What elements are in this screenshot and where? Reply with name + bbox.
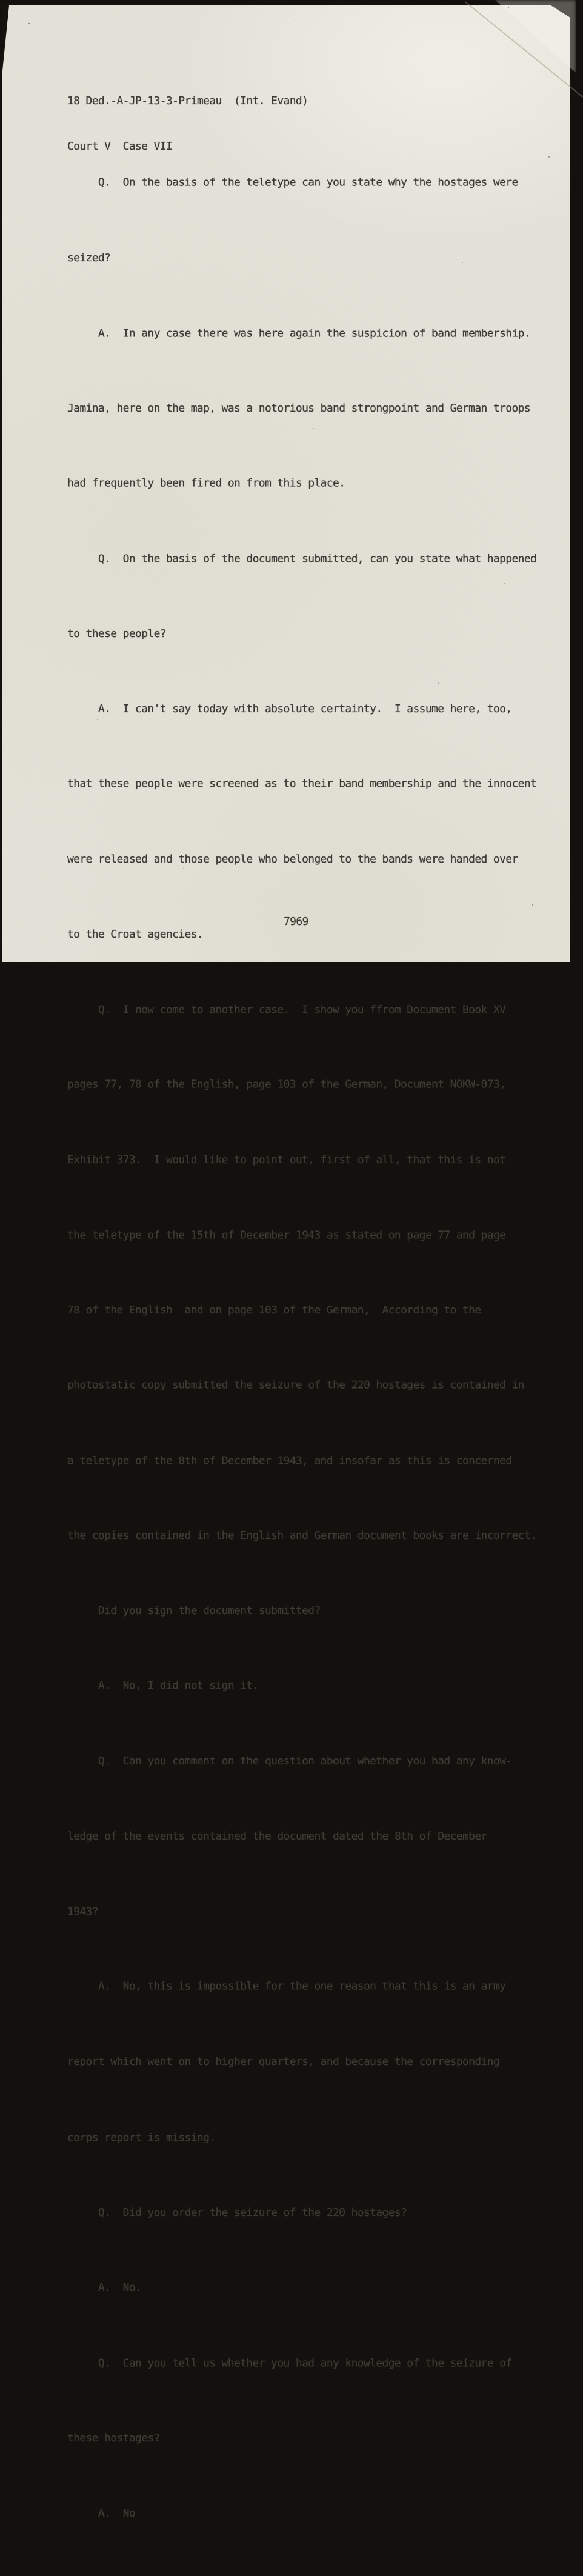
- text-line: Q. Can you comment on the question about whether you had any know-: [67, 1755, 512, 1768]
- text-line: that these people were screened as to their band membership and the innocent: [67, 777, 537, 790]
- text-line: Q. Did you order the seizure of the 220 hostages?: [67, 2206, 407, 2219]
- text-line: report which went on to higher quarters, and because the corresponding: [67, 2055, 500, 2069]
- text-line: 1943?: [67, 1906, 98, 1919]
- text-line: photostatic copy submitted the seizure of the 220 hostages is contained in: [67, 1378, 524, 1392]
- text-line: ledge of the events contained the document dated the 8th of December: [67, 1830, 487, 1843]
- header-case-reference: 18 Ded.-A-JP-13-3-Primeau (Int. Evand): [67, 95, 308, 107]
- text-line: A. No: [67, 2506, 136, 2520]
- page-number: 7969: [284, 915, 308, 928]
- text-line: to the Croat agencies.: [67, 928, 204, 941]
- text-line: these hostages?: [67, 2431, 160, 2444]
- text-line: 78 of the English and on page 103 of the German, According to the: [67, 1304, 481, 1317]
- text-line: the teletype of the 15th of December 1943 as stated on page 77 and page: [67, 1229, 506, 1242]
- text-line: Did you sign the document submitted?: [67, 1604, 321, 1618]
- text-line: had frequently been fired on from this place.: [67, 476, 345, 490]
- header-court-case: Court V Case VII: [67, 140, 173, 153]
- text-line: Exhibit 373. I would like to point out, first of all, that this is not: [67, 1153, 506, 1167]
- text-line: the copies contained in the English and German document books are incorrect.: [67, 1529, 537, 1543]
- text-line: seized?: [67, 251, 111, 264]
- transcript-body: [67, 120, 536, 2576]
- text-line: Jamina, here on the map, was a notorious band strongpoint and German troops: [67, 401, 531, 415]
- text-line: Q. On the basis of the teletype can you state why the hostages were: [67, 176, 518, 189]
- text-line: a teletype of the 8th of December 1943, and insofar as this is concerned: [67, 1454, 512, 1467]
- text-line: were released and those people who belonged to the bands were handed over: [67, 852, 518, 866]
- text-line: to these people?: [67, 627, 166, 640]
- text-line: A. No, I did not sign it.: [67, 1679, 259, 1692]
- text-line: pages 77, 78 of the English, page 103 of the German, Document NOKW-073,: [67, 1078, 506, 1091]
- text-line: Q. On the basis of the document submitted, can you state what happened: [67, 552, 537, 566]
- text-line: A. No, this is impossible for the one reason that this is an army: [67, 1980, 506, 1993]
- dust-specks: [0, 0, 1, 1]
- text-line: A. I can't say today with absolute certainty. I assume here, too,: [67, 702, 512, 715]
- text-line: corps report is missing.: [67, 2131, 216, 2144]
- text-line: A. In any case there was here again the suspicion of band membership.: [67, 327, 531, 340]
- text-line: Q. Can you tell us whether you had any knowledge of the seizure of: [67, 2357, 512, 2370]
- text-line: Q. I now come to another case. I show you ffrom Document Book XV: [67, 1003, 506, 1016]
- text-line: A. No.: [67, 2281, 142, 2294]
